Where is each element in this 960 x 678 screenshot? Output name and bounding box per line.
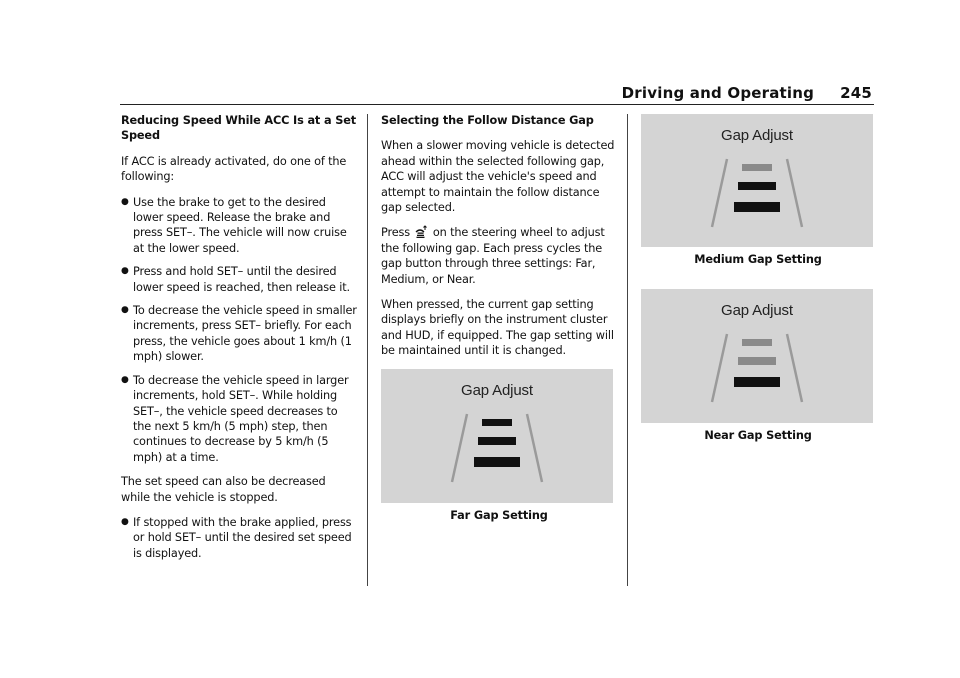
figure-title: Gap Adjust (721, 302, 793, 320)
paragraph: The set speed can also be decreased while the vehicle is stopped. (121, 475, 326, 504)
paragraph: When a slower moving vehicle is detected ahead within the selected following gap, ACC will adjust the vehicle's speed and attempt to maintain the follow distance gap selected. (381, 139, 615, 215)
list-item: ● Use the brake to get to the desired lower speed. Release the brake and press SET–. The vehicle will now cruise at the lower speed. (121, 195, 347, 255)
figure-caption: Near Gap Setting (704, 429, 812, 443)
figure-title: Gap Adjust (721, 127, 793, 144)
section-heading: Reducing Speed While ACC Is at a Set Speed (121, 114, 356, 143)
figure-caption: Medium Gap Setting (694, 253, 822, 266)
list-item: ● To decrease the vehicle speed in smaller increments, press SET– briefly. For each press, the vehicle goes about 1 km/h (1 mph) slower. (121, 304, 357, 364)
gap-distance-icon (414, 225, 428, 238)
running-head (622, 84, 872, 102)
lane-line-left (712, 334, 727, 402)
bullet-icon: ● (121, 196, 129, 207)
gap-bars-graphic (381, 369, 613, 503)
bullet-icon: ● (121, 305, 129, 316)
column-divider (367, 114, 368, 586)
gap-bar (474, 457, 520, 467)
column-divider (627, 114, 628, 586)
gap-bar (734, 377, 780, 387)
lane-line-right (527, 414, 542, 482)
column-right (641, 113, 875, 444)
gap-figure-medium (641, 114, 873, 247)
section-title: Driving and Operating (621, 84, 815, 102)
paragraph: Press on the steering wheel to adjust the following gap. Each press cycles the gap button through three settings: Far, Medium, or Near. (381, 226, 605, 286)
figure-title: Gap Adjust (461, 381, 533, 399)
gap-figure-far (381, 369, 613, 503)
header-rule (120, 104, 874, 105)
gap-figure-near (641, 289, 873, 423)
gap-bar (734, 202, 780, 212)
gap-bar (738, 182, 776, 190)
bullet-icon: ● (121, 516, 129, 527)
section-heading: Selecting the Follow Distance Gap (381, 114, 594, 127)
figure-caption: Far Gap Setting (450, 508, 548, 522)
bullet-icon: ● (121, 266, 129, 277)
column-middle (381, 113, 617, 523)
gap-bar (742, 339, 772, 346)
lane-line-left (712, 159, 727, 227)
paragraph: If ACC is already activated, do one of the following: (121, 154, 347, 184)
gap-bar (742, 164, 772, 171)
lane-line-right (787, 334, 802, 402)
lane-line-right (787, 159, 802, 227)
bullet-icon: ● (121, 374, 129, 385)
gap-bar (478, 437, 516, 445)
page-number: 245 (840, 84, 872, 102)
bullet-list (121, 515, 357, 561)
gap-bars-graphic (641, 289, 873, 423)
paragraph: When pressed, the current gap setting displays briefly on the instrument cluster and HUD, if equipped. The gap setting will be maintained until it is changed. (381, 298, 614, 358)
lane-line-left (452, 414, 467, 482)
list-item: ● To decrease the vehicle speed in larger increments, hold SET–. While holding SET–, the vehicle speed decreases to the next 5 km/h (5 mph) step, then continues to decrease by 5 km/h (5 mph) at a time. (121, 373, 349, 464)
gap-bars-graphic (641, 114, 873, 247)
list-item: ● If stopped with the brake applied, press or hold SET– until the desired set speed is displayed. (121, 515, 352, 560)
gap-bar (482, 419, 512, 426)
bullet-list (121, 195, 357, 466)
column-left (121, 113, 357, 570)
gap-bar (738, 357, 776, 365)
list-item: ● Press and hold SET– until the desired lower speed is reached, then release it. (121, 265, 350, 294)
